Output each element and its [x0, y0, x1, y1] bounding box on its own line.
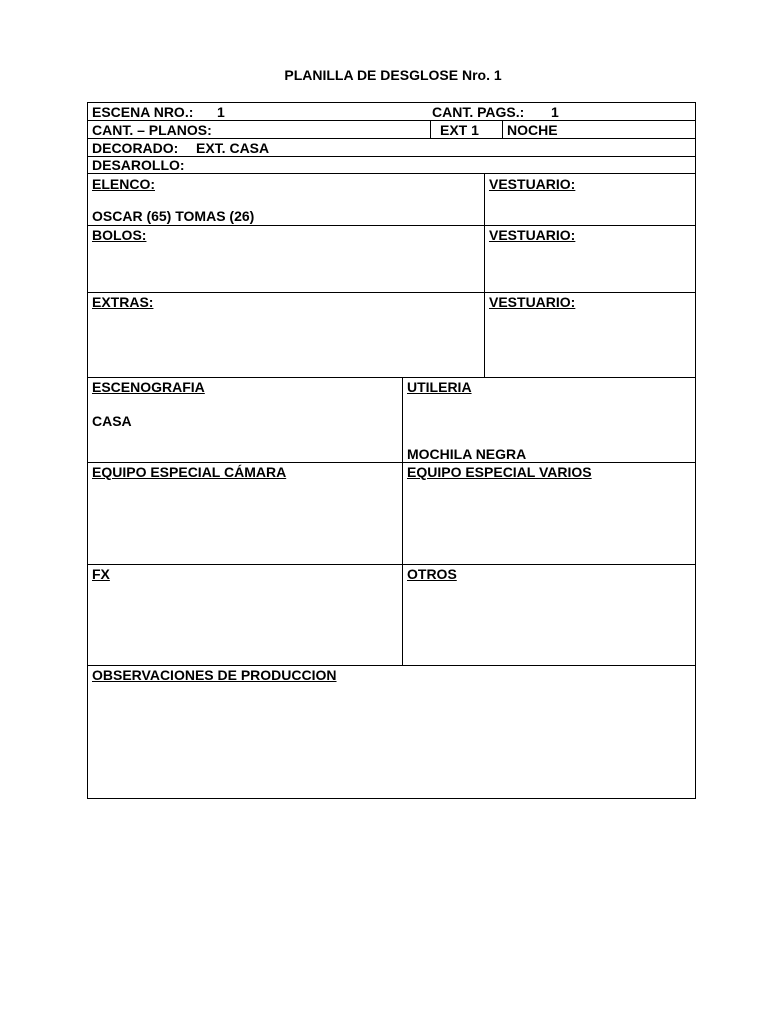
vestuario-extras-label: VESTUARIO: [489, 294, 576, 310]
decorado-value: EXT. CASA [196, 140, 270, 156]
escena-label: ESCENA NRO.: [92, 104, 194, 120]
cant-pags-label: CANT. PAGS.: [432, 104, 525, 120]
extras-label: EXTRAS: [92, 294, 154, 310]
utileria-value: MOCHILA NEGRA [407, 446, 527, 462]
utileria-label: UTILERIA [407, 379, 472, 395]
equipo-camara-label: EQUIPO ESPECIAL CÁMARA [92, 464, 287, 480]
noche-value: NOCHE [507, 122, 558, 138]
desarollo-label: DESAROLLO: [92, 157, 185, 173]
bolos-label: BOLOS: [92, 227, 147, 243]
vestuario-bolos-label: VESTUARIO: [489, 227, 576, 243]
decorado-label: DECORADO: [92, 140, 179, 156]
page-title: PLANILLA DE DESGLOSE Nro. 1 [284, 67, 502, 83]
equipo-varios-label: EQUIPO ESPECIAL VARIOS [407, 464, 592, 480]
escenografia-value: CASA [92, 413, 132, 429]
cant-pags-value: 1 [551, 104, 559, 120]
elenco-value: OSCAR (65) TOMAS (26) [92, 208, 255, 224]
elenco-label: ELENCO: [92, 176, 155, 192]
cant-planos-label: CANT. – PLANOS: [92, 122, 212, 138]
observaciones-label: OBSERVACIONES DE PRODUCCION [92, 667, 337, 683]
otros-label: OTROS [407, 566, 457, 582]
escenografia-label: ESCENOGRAFIA [92, 379, 205, 395]
escena-value: 1 [217, 104, 225, 120]
ext-value: EXT 1 [440, 122, 479, 138]
fx-label: FX [92, 566, 110, 582]
vestuario-elenco-label: VESTUARIO: [489, 176, 576, 192]
